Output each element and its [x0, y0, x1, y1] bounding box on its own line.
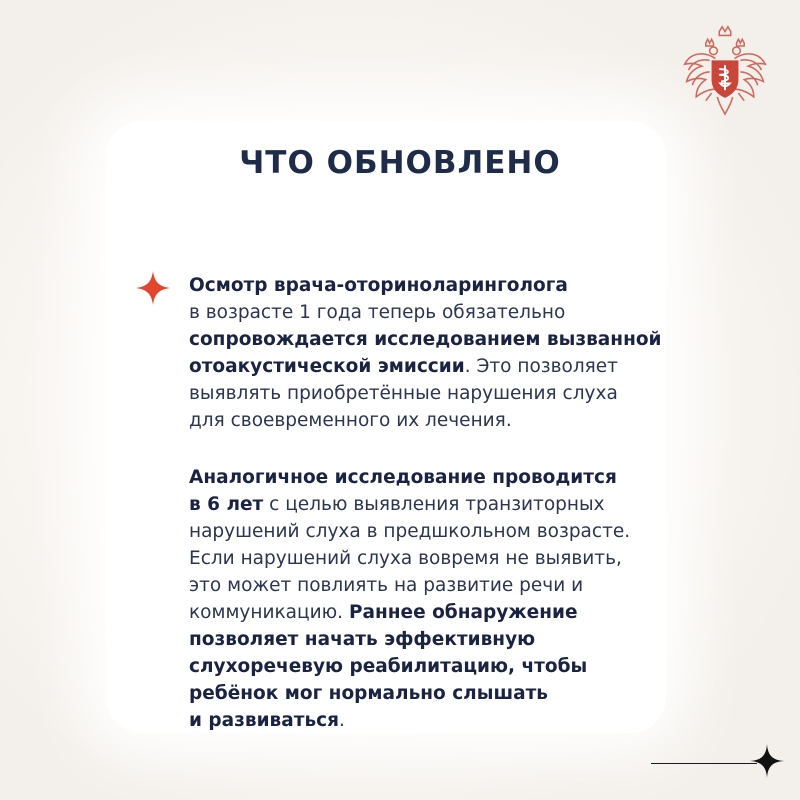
text-line: позволяет начать эффективную	[189, 629, 536, 650]
text-line: выявлять приобретённые нарушения слуха	[189, 383, 618, 404]
text-line: коммуникацию.	[189, 602, 349, 623]
text-line: и развиваться	[189, 710, 340, 731]
text-line: Если нарушений слуха вовремя не выявить,	[189, 548, 622, 569]
page-title: ЧТО ОБНОВЛЕНО	[239, 145, 561, 181]
decorative-line	[651, 763, 757, 764]
paragraph-six-years	[189, 464, 689, 734]
text-line: для своевременного их лечения.	[189, 410, 512, 431]
text-line: отоакустической эмиссии	[189, 356, 465, 377]
text-line: . Это позволяет	[464, 356, 618, 377]
text-line: Раннее обнаружение	[348, 602, 578, 623]
text-line: .	[339, 710, 345, 731]
text-line: Осмотр врача-оториноларинголога	[189, 275, 568, 296]
text-line: слухоречевую реабилитацию, чтобы	[189, 656, 588, 677]
paragraph-ent-exam	[189, 272, 689, 434]
text-line: ребёнок мог нормально слышать	[189, 683, 548, 704]
ministry-emblem-icon	[677, 22, 773, 118]
four-point-star-icon	[136, 271, 170, 305]
text-line: в 6 лет	[189, 494, 264, 515]
text-line: с целью выявления транзиторных	[263, 494, 605, 515]
sparkle-icon	[750, 744, 784, 778]
text-line: это может повлиять на развитие речи и	[189, 575, 584, 596]
text-line: в возрасте 1 года теперь обязательно	[189, 302, 566, 323]
text-line: нарушений слуха в предшкольном возрасте.	[189, 521, 631, 542]
text-line: Аналогичное исследование проводится	[189, 467, 617, 488]
text-line: сопровождается исследованием вызванной	[189, 329, 662, 350]
